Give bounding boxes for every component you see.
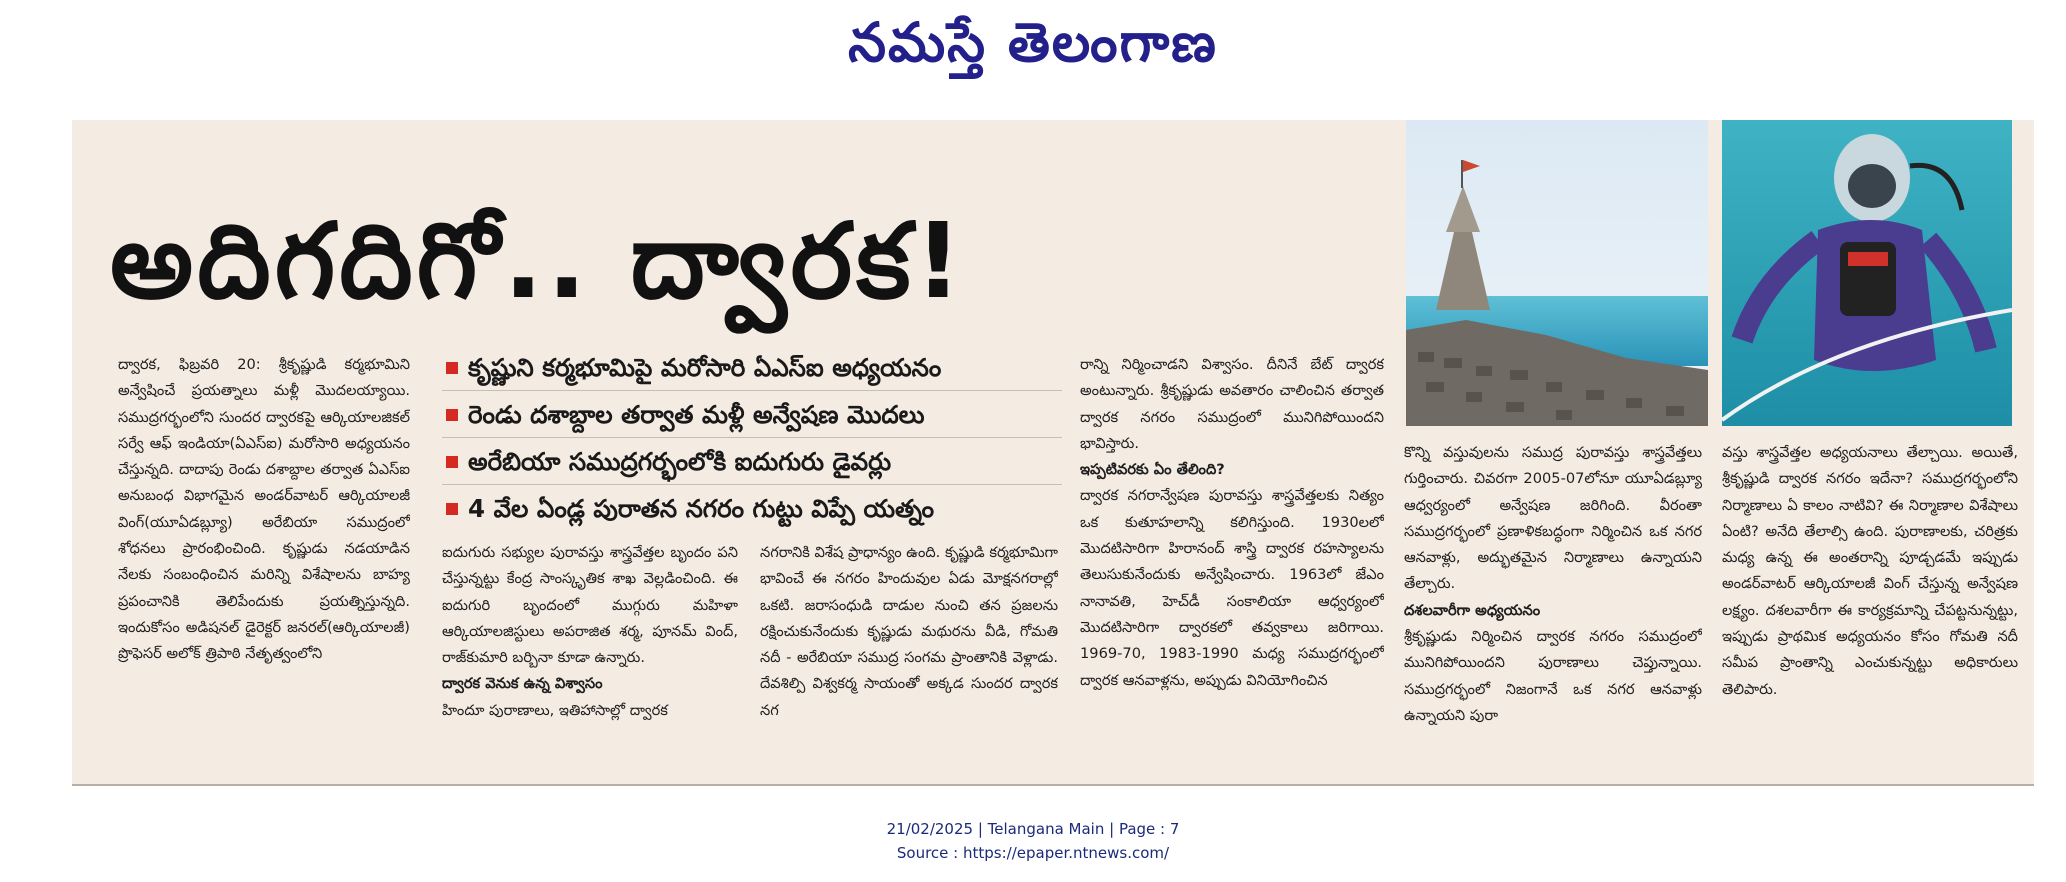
subheading: ద్వారక వెనుక ఉన్న విశ్వాసం [442, 675, 603, 693]
article-column-6 [1722, 440, 2018, 772]
bullet-square-icon [446, 456, 458, 468]
paragraph: రాన్ని నిర్మించాడని విశ్వాసం. దీనినే బేట్ ద్వారక అంటున్నారు. శ్రీకృష్ణుడు అవతారం చాలించిన తర్వాత ద్వారక నగరం సముద్రంలో మునిగిపోయిందని భావిస్తారు. [1080, 356, 1384, 452]
diver-photo [1722, 120, 2012, 426]
subheading: ఇప్పటివరకు ఏం తేలింది? [1080, 461, 1225, 479]
highlights-list [442, 346, 1062, 534]
paragraph: ఐదుగురు సభ్యుల పురావస్తు శాస్త్రవేత్తల బృందం పని చేస్తున్నట్టు కేంద్ర సాంస్కృతిక శాఖ వెల్లడించింది. ఈ ఐదుగురి బృందంలో ముగ్గురు మహిళా ఆర్కియాలజిస్టులు అపరాజిత శర్మ, పూనమ్ వింద్, రాజ్‌కుమారి బర్బినా కూడా ఉన్నారు. [442, 544, 738, 667]
footer-date-edition: 21/02/2025 | Telangana Main | Page : 7 [886, 820, 1180, 838]
bullet-square-icon [446, 409, 458, 421]
highlight-text: కృష్ణుని కర్మభూమిపై మరోసారి ఏఎస్ఐ అధ్యయనం [468, 353, 942, 382]
highlight-item [442, 346, 1062, 391]
article-column-2 [442, 540, 738, 772]
article-column-4 [1080, 352, 1384, 772]
paragraph: శ్రీకృష్ణుడు నిర్మించిన ద్వారక నగరం సముద్రంలో మునిగిపోయిందని పురాణాలు చెప్తున్నాయి. సముద్రగర్భంలో నిజంగానే ఒక నగర ఆనవాళ్లు ఉన్నాయని పురా [1404, 628, 1702, 724]
paragraph: ద్వారక నగరాన్వేషణ పురావస్తు శాస్త్రవేత్తలకు నిత్యం ఒక కుతూహలాన్ని కలిగిస్తుంది. 1930లలో మొదటిసారిగా హిరానంద్ శాస్త్రి ద్వారక రహస్యాలను తెలుసుకునేందుకు అన్వేషించారు. 1963లో జేఎం నానావతి, హెచ్‌డీ సంకాలియా ఆధ్వర్యంలో మొదటిసారిగా ద్వారకలో తవ్వకాలు జరిగాయి. 1969-70, 1983-1990 మధ్య సముద్రగర్భంలో ద్వారక ఆనవాళ్లను, అప్పుడు వినియోగించిన [1080, 487, 1384, 689]
paragraph: హిందూ పురాణాలు, ఇతిహాసాల్లో ద్వారక [442, 701, 668, 719]
footer-source-link[interactable]: Source : https://epaper.ntnews.com/ [896, 844, 1170, 862]
highlight-text: అరేబియా సముద్రగర్భంలోకి ఐదుగురు డైవర్లు [468, 447, 892, 476]
article-column-5 [1404, 440, 1702, 772]
article-column-3 [760, 540, 1058, 772]
highlight-item [442, 393, 1062, 438]
highlight-item [442, 487, 1062, 531]
bullet-square-icon [446, 362, 458, 374]
masthead-logo: నమస్తే తెలంగాణ [848, 11, 1218, 74]
subheading: దశలవారీగా అధ్యయనం [1404, 601, 1541, 619]
highlight-text: రెండు దశాబ్దాల తర్వాత మళ్లీ అన్వేషణ మొదలు [468, 400, 925, 429]
paragraph: నగరానికి విశేష ప్రాధాన్యం ఉంది. కృష్ణుడి కర్మభూమిగా భావించే ఈ నగరం హిందువుల ఏడు మోక్షనగరాల్లో ఒకటి. జరాసంధుడి దాడుల నుంచి తన ప్రజలను రక్షించుకునేందుకు కృష్ణుడు మథురను వీడి, గోమతి నదీ - అరేబియా సముద్ర సంగమ ప్రాంతానికి వెళ్లాడు. దేవశిల్పి విశ్వకర్మ సాయంతో అక్కడ సుందర ద్వారక నగ [760, 544, 1058, 719]
paragraph: వస్తు శాస్త్రవేత్తల అధ్యయనాలు తేల్చాయి. అయితే, శ్రీకృష్ణుడి ద్వారక నగరం ఇదేనా? సముద్రగర్భంలోని నిర్మాణాలు ఏ కాలం నాటివి? ఈ నిర్మాణాల విశేషాలు ఏంటి? అనేది తేలాల్సి ఉంది. పురాణాలకు, చరిత్రకు మధ్య ఉన్న ఈ అంతరాన్ని పూడ్చడమే ఇప్పుడు అండర్‌వాటర్ ఆర్కియాలజీ వింగ్ చేస్తున్న అన్వేషణ లక్ష్యం. దశలవారీగా ఈ కార్యక్రమాన్ని చేపట్టనున్నట్టు, ఇప్పుడు ప్రాథమిక అధ్యయనం కోసం గోమతి నదీ సమీప ప్రాంతాన్ని ఎంచుకున్నట్టు అధికారులు తెలిపారు. [1722, 444, 2018, 698]
temple-coast-photo [1406, 120, 1708, 426]
highlight-text: 4 వేల ఏండ్ల పురాతన నగరం గుట్టు విప్పే యత్నం [468, 494, 935, 523]
bullet-square-icon [446, 503, 458, 515]
highlight-item [442, 440, 1062, 485]
paragraph: ద్వారక, ఫిబ్రవరి 20: శ్రీకృష్ణుడి కర్మభూమిని అన్వేషించే ప్రయత్నాలు మళ్లీ మొదలయ్యాయి. సముద్రగర్భంలోని సుందర ద్వారకపై ఆర్కియాలజికల్ సర్వే ఆఫ్ ఇండియా(ఏఎస్ఐ) మరోసారి అధ్యయనం చేస్తున్నది. దాదాపు రెండు దశాబ్దాల తర్వాత ఏఎస్ఐ అనుబంధ విభాగమైన అండర్‌వాటర్ ఆర్కియాలజీ వింగ్(యూఏడబ్ల్యూ) అరేబియా సముద్రంలో శోధనలు ప్రారంభించింది. కృష్ణుడు నడయాడిన నేలకు సంబంధించిన మరిన్ని విశేషాలను బాహ్య ప్రపంచానికి తెలిపేందుకు ప్రయత్నిస్తున్నది. ఇందుకోసం అడిషనల్ డైరెక్టర్ జనరల్(ఆర్కియాలజీ) ప్రొఫెసర్ అలోక్ త్రిపాఠి నేతృత్వంలోని [118, 356, 410, 663]
headline: అదిగదిగో.. ద్వారక! [110, 200, 966, 322]
paragraph: కొన్ని వస్తువులను సముద్ర పురావస్తు శాస్త్రవేత్తలు గుర్తించారు. చివరగా 2005-07లోనూ యూఏడబ్ల్యూ ఆధ్వర్యంలో అన్వేషణ జరిగింది. వీరంతా సముద్రగర్భంలో ప్రణాళికబద్ధంగా నిర్మించిన ఒక నగర ఆనవాళ్లు, అద్భుతమైన నిర్మాణాలు ఉన్నాయని తేల్చారు. [1404, 444, 1702, 593]
article-column-1 [118, 352, 410, 772]
